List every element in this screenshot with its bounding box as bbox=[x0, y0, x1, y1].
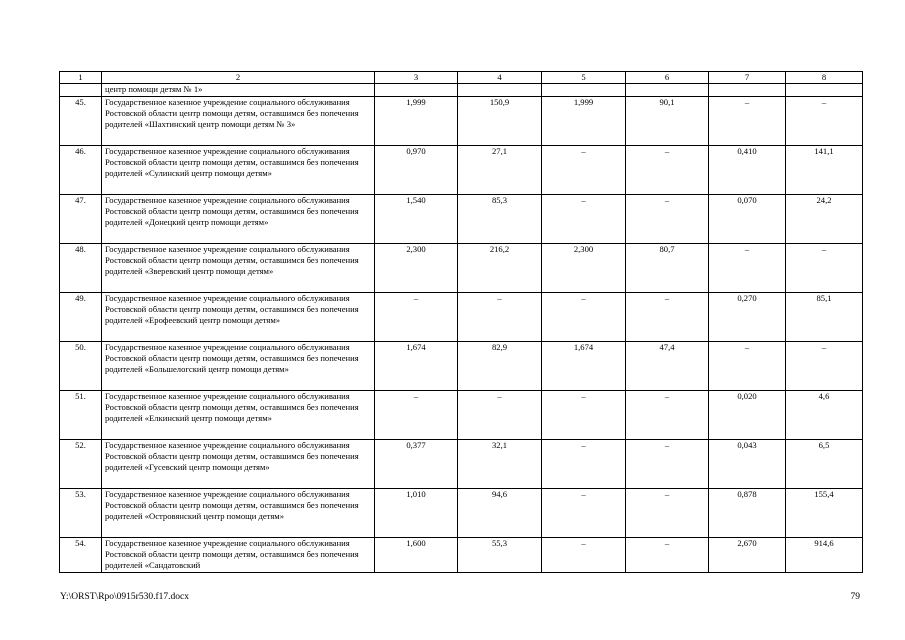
value-col-8: 4,6 bbox=[786, 391, 863, 440]
footer-file-path: Y:\ORST\Rpo\0915r530.f17.docx bbox=[60, 592, 189, 602]
value-col-3: 1,600 bbox=[375, 538, 458, 573]
value-col-4: 85,3 bbox=[458, 195, 542, 244]
row-number: 52. bbox=[60, 440, 102, 489]
row-number: 54. bbox=[60, 538, 102, 573]
institution-name: Государственное казенное учреждение социального обслуживания Ростовской области центр помощи детям, оставшимся без попечения родителей «Островянский центр помощи детям» bbox=[102, 489, 375, 538]
value-col-5: 2,300 bbox=[542, 244, 626, 293]
value-col-3: 1,999 bbox=[375, 97, 458, 146]
value-col-8: – bbox=[786, 97, 863, 146]
value-col-8: 24,2 bbox=[786, 195, 863, 244]
value-col-7: – bbox=[709, 97, 786, 146]
institution-name: Государственное казенное учреждение социального обслуживания Ростовской области центр помощи детям, оставшимся без попечения родителей «Сандатовский bbox=[102, 538, 375, 573]
value-col-7: 0,043 bbox=[709, 440, 786, 489]
column-header: 6 bbox=[626, 72, 709, 84]
value-col-6: – bbox=[626, 489, 709, 538]
row-number: 48. bbox=[60, 244, 102, 293]
table-row bbox=[60, 440, 863, 489]
value-col-7: – bbox=[709, 342, 786, 391]
value-col-8: 155,4 bbox=[786, 489, 863, 538]
value-col-5: – bbox=[542, 293, 626, 342]
institution-name: Государственное казенное учреждение социального обслуживания Ростовской области центр помощи детям, оставшимся без попечения родителей «Шахтинский центр помощи детям № 3» bbox=[102, 97, 375, 146]
column-header: 2 bbox=[102, 72, 375, 84]
institution-name: Государственное казенное учреждение социального обслуживания Ростовской области центр помощи детям, оставшимся без попечения родителей «Сулинский центр помощи детям» bbox=[102, 146, 375, 195]
value-col-3: 1,010 bbox=[375, 489, 458, 538]
value-col-4: 82,9 bbox=[458, 342, 542, 391]
table-row bbox=[60, 244, 863, 293]
value-col-7: 0,020 bbox=[709, 391, 786, 440]
value-col-4: 150,9 bbox=[458, 97, 542, 146]
value-col-4: 55,3 bbox=[458, 538, 542, 573]
value-col-6: – bbox=[626, 146, 709, 195]
column-header: 8 bbox=[786, 72, 863, 84]
value-col-6: 90,1 bbox=[626, 97, 709, 146]
value-col-5: – bbox=[542, 195, 626, 244]
row-number: 51. bbox=[60, 391, 102, 440]
value-col-8: – bbox=[786, 342, 863, 391]
table-row bbox=[60, 342, 863, 391]
value-col-3: 0,970 bbox=[375, 146, 458, 195]
institution-name: Государственное казенное учреждение социального обслуживания Ростовской области центр помощи детям, оставшимся без попечения родителей «Ерофеевский центр помощи детям» bbox=[102, 293, 375, 342]
value-col-4: 27,1 bbox=[458, 146, 542, 195]
column-header: 3 bbox=[375, 72, 458, 84]
value-col-4: – bbox=[458, 391, 542, 440]
value-col-8: 914,6 bbox=[786, 538, 863, 573]
value-col-7: – bbox=[709, 244, 786, 293]
table-row bbox=[60, 489, 863, 538]
row-number: 47. bbox=[60, 195, 102, 244]
institution-name: Государственное казенное учреждение социального обслуживания Ростовской области центр помощи детям, оставшимся без попечения родителей «Елкинский центр помощи детям» bbox=[102, 391, 375, 440]
value-col-6: – bbox=[626, 538, 709, 573]
value-col-3: 0,377 bbox=[375, 440, 458, 489]
row-number: 53. bbox=[60, 489, 102, 538]
institution-name: Государственное казенное учреждение социального обслуживания Ростовской области центр помощи детям, оставшимся без попечения родителей «Гусевский центр помощи детям» bbox=[102, 440, 375, 489]
value-col-6: – bbox=[626, 293, 709, 342]
institution-name: Государственное казенное учреждение социального обслуживания Ростовской области центр помощи детям, оставшимся без попечения родителей «Большелогский центр помощи детям» bbox=[102, 342, 375, 391]
value-col-4: 94,6 bbox=[458, 489, 542, 538]
value-col-4: 216,2 bbox=[458, 244, 542, 293]
table-row bbox=[60, 293, 863, 342]
value-col-7: 0,270 bbox=[709, 293, 786, 342]
value-col-6: 47,4 bbox=[626, 342, 709, 391]
column-header: 4 bbox=[458, 72, 542, 84]
value-col-7: 2,670 bbox=[709, 538, 786, 573]
continuation-text: центр помощи детям № 1» bbox=[102, 84, 375, 97]
value-col-5: – bbox=[542, 489, 626, 538]
institution-name: Государственное казенное учреждение социального обслуживания Ростовской области центр помощи детям, оставшимся без попечения родителей «Зверевский центр помощи детям» bbox=[102, 244, 375, 293]
value-col-6: – bbox=[626, 440, 709, 489]
value-col-3: – bbox=[375, 391, 458, 440]
value-col-5: 1,999 bbox=[542, 97, 626, 146]
row-number: 46. bbox=[60, 146, 102, 195]
table-row bbox=[60, 538, 863, 573]
value-col-3: 1,540 bbox=[375, 195, 458, 244]
value-col-3: 1,674 bbox=[375, 342, 458, 391]
column-header: 7 bbox=[709, 72, 786, 84]
value-col-7: 0,410 bbox=[709, 146, 786, 195]
column-header: 1 bbox=[60, 72, 102, 84]
value-col-8: 141,1 bbox=[786, 146, 863, 195]
value-col-6: – bbox=[626, 195, 709, 244]
value-col-5: – bbox=[542, 391, 626, 440]
column-header: 5 bbox=[542, 72, 626, 84]
value-col-7: 0,878 bbox=[709, 489, 786, 538]
row-number: 49. bbox=[60, 293, 102, 342]
table-row bbox=[60, 146, 863, 195]
row-number: 50. bbox=[60, 342, 102, 391]
continuation-row bbox=[60, 84, 863, 97]
value-col-6: 80,7 bbox=[626, 244, 709, 293]
data-table bbox=[59, 71, 863, 573]
value-col-5: – bbox=[542, 146, 626, 195]
value-col-3: 2,300 bbox=[375, 244, 458, 293]
value-col-5: – bbox=[542, 538, 626, 573]
value-col-4: – bbox=[458, 293, 542, 342]
value-col-4: 32,1 bbox=[458, 440, 542, 489]
value-col-5: – bbox=[542, 440, 626, 489]
value-col-8: – bbox=[786, 244, 863, 293]
table-row bbox=[60, 195, 863, 244]
value-col-7: 0,070 bbox=[709, 195, 786, 244]
header-row bbox=[60, 72, 863, 84]
value-col-8: 85,1 bbox=[786, 293, 863, 342]
value-col-8: 6,5 bbox=[786, 440, 863, 489]
value-col-3: – bbox=[375, 293, 458, 342]
table-row bbox=[60, 97, 863, 146]
value-col-6: – bbox=[626, 391, 709, 440]
page-number: 79 bbox=[850, 592, 860, 602]
table-row bbox=[60, 391, 863, 440]
institution-name: Государственное казенное учреждение социального обслуживания Ростовской области центр помощи детям, оставшимся без попечения родителей «Донецкий центр помощи детям» bbox=[102, 195, 375, 244]
value-col-5: 1,674 bbox=[542, 342, 626, 391]
row-number: 45. bbox=[60, 97, 102, 146]
